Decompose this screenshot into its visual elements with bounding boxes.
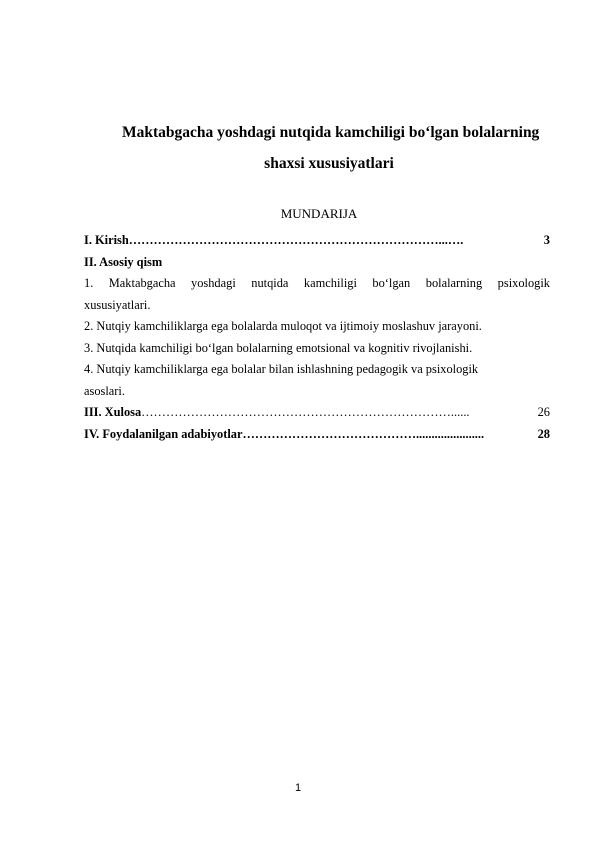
toc-heading: MUNDARIJA xyxy=(280,206,358,221)
toc-leader-dots: …………………………………………………………………...... xyxy=(141,405,470,419)
toc-entry-kirish xyxy=(84,230,550,252)
toc-leader-dots: ……………………………………...................... xyxy=(242,426,485,441)
document-title xyxy=(84,117,554,179)
toc-entry-asosiy-qism xyxy=(84,252,550,274)
toc-entry-label: I. Kirish xyxy=(84,233,129,247)
toc-item-4-line-2: asoslari. xyxy=(84,383,125,398)
toc-entry-xulosa xyxy=(84,402,550,424)
title-line-1: Maktabgacha yoshdagi nutqida kamchiligi bo‘lgan bolalarning xyxy=(122,124,540,141)
toc-item-1-line-1: 1. Maktabgacha yoshdagi nutqida kamchiligi bo‘lgan bolalarning psixologik xyxy=(84,276,550,290)
toc-item-1-line-2: xususiyatlari. xyxy=(84,297,151,312)
toc-item-2: 2. Nutqiy kamchiliklarga ega bolalarda muloqot va ijtimoiy moslashuv jarayoni. xyxy=(84,319,482,333)
table-of-contents xyxy=(84,230,550,445)
toc-item-4-line-1: 4. Nutqiy kamchiliklarga ega bolalar bilan ishlashning pedagogik va psixologik xyxy=(84,362,479,376)
toc-entry-page: 28 xyxy=(537,426,550,441)
toc-entry-page: 3 xyxy=(543,233,550,247)
toc-leader-dots: …………………………………………………………………...…. xyxy=(128,233,464,247)
toc-entry-page: 26 xyxy=(537,405,550,419)
title-line-2: shaxsi xususiyatlari xyxy=(264,155,394,172)
toc-entry-label: IV. Foydalanilgan adabiyotlar xyxy=(84,426,243,441)
toc-item-3: 3. Nutqida kamchiligi bo‘lgan bolalarning emotsional va kognitiv rivojlanishi. xyxy=(84,340,473,355)
toc-entry-adabiyotlar xyxy=(84,424,550,446)
page-number: 1 xyxy=(294,782,302,794)
toc-entry-label: III. Xulosa xyxy=(84,405,142,419)
toc-entry-label: II. Asosiy qism xyxy=(84,254,163,269)
